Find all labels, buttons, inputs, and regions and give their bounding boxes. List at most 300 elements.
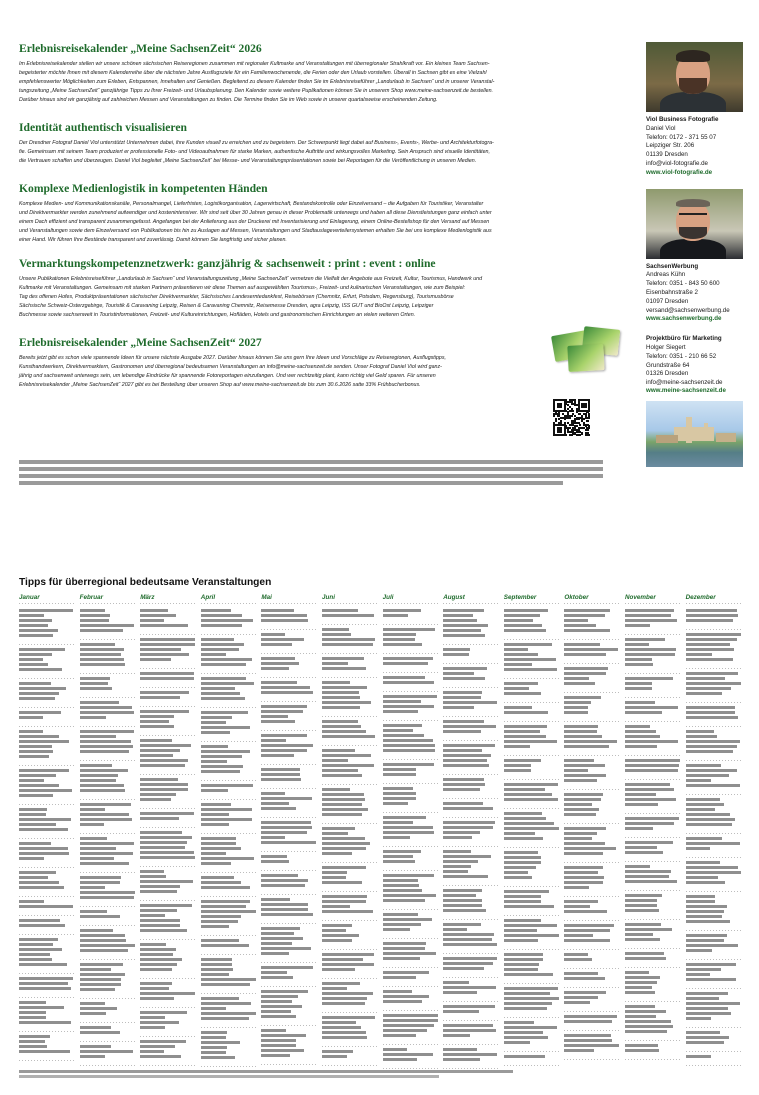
redacted-event-line [261,643,292,646]
month-label: Dezember [685,594,716,601]
redacted-event-line [383,855,413,858]
redacted-event-line [564,609,610,612]
redacted-event-line [261,1034,306,1037]
section-body: Bereits jetzt gibt es schon viele spannende Ideen für unsere nächste Ausgabe 2027. Darüber hinaus können Sie uns gern Ihre Ideen und Vorschläge zu Reiseregionen, Ausflugstipps, Kunsthandwerkern, Direktvermarktern, Gastronomen und überregional bedeutsamen Veranstaltungen an info@meine-sachsenzeit.de senden. Unser Fotograf Daniel Viol wird ganz- jährig und sachsenweit unterwegs sein, um lebendige Eindrücke für spannende Fotoreportagen einzufangen. Und wer rechtzeitig plant, kann richtig viel Geld sparen. Für unseren Erlebnisreisekalender „Meine SachsenZeit“ 2027 gibt es bei Bestellung über unseren Shop auf www.meine-sachsenzeit.de bis zum 30.6.2026 satte 33% Frühbucherbonus. [19,355,446,388]
contact-web-link[interactable]: www.meine-sachsenzeit.de [646,386,726,394]
redacted-event-line [140,783,188,786]
redacted-event-line [201,968,233,971]
redacted-event-line [201,1056,235,1059]
redacted-event-line [383,1024,434,1027]
redacted-event-line [19,789,72,792]
redacted-event-line [564,759,594,762]
redacted-event-line [80,614,110,617]
redacted-event-line [261,754,294,757]
redacted-event-line [19,779,44,782]
redacted-event-line [625,638,665,641]
redacted-event-line [261,614,307,617]
redacted-event-line [443,889,482,892]
redacted-event-line [19,794,53,797]
redacted-event-line [261,619,308,622]
redacted-event-line [140,710,189,713]
redacted-event-line [443,933,494,936]
redacted-event-line [80,779,116,782]
redacted-event-line [261,942,292,945]
redacted-event-line [140,924,180,927]
redacted-event-line [201,876,234,879]
redacted-event-line [564,866,603,869]
redacted-event-line [322,730,366,733]
redacted-event-line [140,1055,181,1058]
redacted-event-line [625,706,678,709]
redacted-event-line [19,818,71,821]
redacted-event-line [625,1005,655,1008]
redacted-event-line [140,793,176,796]
redacted-event-line [201,750,250,753]
redacted-event-line [201,900,250,903]
redacted-event-line [443,855,491,858]
redacted-event-line [686,997,719,1000]
redacted-event-line [322,837,365,840]
redacted-event-line [201,624,242,627]
redacted-event-line [383,763,434,766]
redacted-event-line [322,808,368,811]
month-column [140,594,195,1069]
redacted-event-line [261,966,313,969]
section-title: Erlebnisreisekalender „Meine SachsenZeit“ 2027 [19,336,262,349]
redacted-event-line [201,653,226,656]
redacted-event-line [140,798,171,801]
redacted-event-line [625,1015,656,1018]
redacted-event-line [140,846,185,849]
contact-email-link[interactable]: info@meine-sachsenzeit.de [646,379,723,387]
redacted-event-line [322,735,375,738]
redacted-event-line [564,1049,594,1052]
redacted-event-line [140,953,173,956]
redacted-event-line [201,1036,226,1039]
redacted-event-line [625,658,652,661]
redacted-event-line [625,793,656,796]
redacted-event-line [504,876,532,879]
redacted-event-line [564,842,605,845]
redacted-event-line [504,856,541,859]
contact-web-link[interactable]: www.sachsenwerbung.de [646,315,722,323]
redacted-event-line [564,648,618,651]
redacted-event-line [625,788,674,791]
redacted-event-line [140,1021,179,1024]
contact-email-link[interactable]: info@viol-fotografie.de [646,159,709,167]
section-medienlogistik [19,182,607,245]
redacted-event-line [201,648,239,651]
redacted-event-line [80,949,128,952]
redacted-event-line [80,1055,105,1058]
redacted-event-line [261,686,310,689]
redacted-event-line [322,681,350,684]
redacted-event-line [80,818,132,821]
redacted-event-line [443,836,472,839]
redacted-event-line [383,633,416,636]
redacted-event-line [19,958,52,961]
redacted-event-line [80,915,120,918]
redacted-event-line [564,886,589,889]
redacted-event-line [383,662,428,665]
redacted-event-line [443,754,491,757]
redacted-event-line [19,808,47,811]
redacted-event-line [80,716,106,719]
redacted-event-line [261,778,301,781]
redacted-event-line [322,609,358,612]
redacted-event-line [443,744,495,747]
redacted-event-line [80,808,105,811]
redacted-event-line [140,1016,165,1019]
redacted-event-line [504,919,541,922]
redacted-event-line [504,861,541,864]
redacted-event-line [443,778,484,781]
section-title: Vermarktungskompetenznetzwerk: ganzjährig & sachsenweit : print : event : online [19,257,436,270]
redacted-event-line [504,827,559,830]
redacted-event-line [504,648,528,651]
redacted-event-line [443,928,467,931]
redacted-event-line [504,900,541,903]
redacted-event-line [322,657,364,660]
redacted-event-line [564,624,596,627]
redacted-event-line [140,643,195,646]
redacted-event-line [80,813,129,816]
redacted-event-line [504,929,537,932]
redacted-event-line [19,740,69,743]
redacted-event-line [322,895,367,898]
redacted-event-line [80,663,125,666]
month-label: Juni [322,594,335,601]
redacted-event-line [261,937,303,940]
redacted-event-line [686,915,722,918]
redacted-event-line [686,779,711,782]
redacted-event-line [322,871,347,874]
redacted-event-line [322,769,358,772]
redacted-event-line [443,957,497,960]
redacted-event-line [19,852,69,855]
redacted-event-line [383,1029,427,1032]
redacted-event-line [322,628,349,631]
redacted-event-line [686,619,733,622]
redacted-event-line [80,735,116,738]
redacted-event-line [686,711,735,714]
redacted-event-line [80,934,125,937]
contact-email-link[interactable]: versand@sachsenwerbung.de [646,306,730,314]
redacted-event-line [625,971,649,974]
redacted-event-line [261,667,289,670]
event-calendar-grid [19,594,745,1069]
redacted-event-line [19,784,59,787]
redacted-event-line [261,903,308,906]
redacted-event-line [504,1002,552,1005]
redacted-event-line [201,609,231,612]
redacted-event-line [383,729,413,732]
redacted-event-line [201,842,236,845]
redacted-event-line [504,866,536,869]
redacted-event-line [261,797,312,800]
redacted-event-line [80,978,121,981]
redacted-event-line [261,744,313,747]
redacted-event-line [383,705,434,708]
redacted-event-line [625,841,673,844]
redacted-event-line [322,997,367,1000]
redacted-event-line [80,876,121,879]
redacted-event-line [625,1025,673,1028]
redacted-event-line [564,1039,612,1042]
redacted-event-line [564,672,606,675]
redacted-event-line [383,821,413,824]
redacted-event-line [564,1044,619,1047]
redacted-event-line [686,973,710,976]
redacted-event-line [140,1045,175,1048]
redacted-event-line [504,1055,545,1058]
redacted-event-line [383,923,421,926]
redacted-event-line [322,876,346,879]
redacted-event-line [564,774,606,777]
redacted-event-line [686,653,712,656]
redacted-event-line [443,909,486,912]
redacted-event-line [686,876,718,879]
redacted-event-line [383,826,433,829]
redacted-event-line [140,880,193,883]
redacted-event-line [443,667,487,670]
redacted-event-line [322,832,348,835]
redacted-event-line [261,749,307,752]
redacted-event-line [140,672,194,675]
dresden-skyline-photo [646,401,743,467]
redacted-event-line [322,1021,356,1024]
redacted-event-line [261,836,285,839]
redacted-event-line [686,745,737,748]
redacted-event-line [383,787,413,790]
redacted-event-line [564,706,588,709]
redacted-event-line [19,847,68,850]
redacted-event-line [261,710,303,713]
redacted-event-line [19,735,59,738]
redacted-event-line [19,769,69,772]
redacted-event-line [443,1005,495,1008]
redacted-event-line [383,995,429,998]
redacted-event-line [383,879,418,882]
redacted-event-line [564,740,617,743]
redacted-event-line [201,784,253,787]
redacted-event-line [80,730,134,733]
redacted-event-line [625,1010,666,1013]
redacted-event-line [201,997,239,1000]
redacted-event-line [686,1041,724,1044]
redacted-event-line [201,1051,226,1054]
redacted-event-line [504,832,535,835]
redacted-event-line [625,894,662,897]
redacted-event-line [322,614,374,617]
redacted-event-line [80,1012,106,1015]
redacted-event-line [201,886,250,889]
section-title: Komplexe Medienlogistik in kompetenten Händen [19,182,268,195]
redacted-event-line [564,735,602,738]
redacted-event-line [443,634,485,637]
redacted-event-line [383,700,421,703]
redacted-event-line [19,842,51,845]
redacted-event-line [140,909,177,912]
redacted-event-line [140,890,177,893]
redacted-event-line [686,934,727,937]
redacted-event-line [19,730,43,733]
redacted-event-line [383,710,418,713]
redacted-event-line [686,774,729,777]
redacted-event-line [625,928,672,931]
redacted-event-line [140,875,166,878]
redacted-event-line [443,991,477,994]
redacted-event-line [261,947,311,950]
redacted-event-line [19,977,73,980]
redacted-event-line [443,788,480,791]
redacted-footer [19,1070,719,1080]
redacted-event-line [261,898,290,901]
redacted-event-line [383,952,436,955]
redacted-event-line [140,658,171,661]
month-column [261,594,316,1068]
redacted-event-line [504,643,552,646]
redacted-event-line [201,687,235,690]
redacted-event-line [322,847,366,850]
contact-name: Projektbüro für Marketing [646,335,722,343]
redacted-event-line [564,953,588,956]
redacted-event-line [201,1012,256,1015]
section-body: Komplexe Medien- und Kommunikationskanäle, Personalmangel, Lieferfristen, Logistikorganisation, Lagerwirtschaft, Bestandskontrolle oder Einzelversand – die Aufgaben für Touristiker, Veranstalter und Direktvermarkter werden zunehmend aufwendiger und kostenintensiver. Wir sind seit über 30 Jahren genau in dieser Problematik unterwegs und haben all diese Dienstleistungen ganz einfach unter einem Dach effizient und transparent zusammengefasst. Angefangen bei der Anlieferung aus der Druckerei mit Inventarisierung und Einlagerung, einem Online-Bestellshop für den Versand auf Messen und Veranstaltungen sowie dem Einzelversand von Publikationen bis hin zu Auslagen auf Messen, Veranstaltungen und Stadtauslageverteilersystemen erhalten Sie bei uns komplexe Medienlogistik aus einer Hand. Wir führen Ihre Bestände transparent und zuverlässig. Damit können Sie langfristig und sicher planen. [19,201,492,243]
redacted-event-line [686,740,740,743]
redacted-event-line [322,982,360,985]
redacted-event-line [625,1020,671,1023]
redacted-event-line [201,1002,251,1005]
redacted-event-line [383,816,426,819]
redacted-event-line [504,1026,557,1029]
redacted-event-line [686,769,737,772]
redacted-event-line [686,633,741,636]
redacted-event-line [19,658,43,661]
redacted-event-line [625,899,657,902]
redacted-event-line [19,881,59,884]
month-column [322,594,377,1069]
month-label: Februar [79,594,104,601]
redacted-event-line [261,705,307,708]
redacted-event-line [322,1055,347,1058]
redacted-event-line [504,706,532,709]
redacted-event-line [625,624,650,627]
redacted-event-line [19,634,53,637]
contact-card-projektbuero: Projektbüro für Marketing Holger Siegert Telefon: 0351 - 210 66 52 Grundstraße 64 01326 Dresden info@meine-sachsenzeit.de www.meine-sachsenzeit.de [646,335,744,396]
redacted-event-line [383,1034,416,1037]
redacted-event-line [443,725,496,728]
redacted-event-line [140,1050,164,1053]
redacted-event-line [201,745,228,748]
redacted-event-line [504,798,558,801]
redacted-event-line [261,1015,296,1018]
redacted-event-line [504,851,538,854]
redacted-event-line [504,934,559,937]
section-body: Unsere Publikationen Erlebnisreiseführer „Landurlaub in Sachsen“ und Veranstaltungszeitung „Meine SachsenZeit“ vernetzen die Vielfalt der Angebote aus Freizeit, Kultur, Tourismus, Handwerk und Kultmarke mit Veranstaltungen. Gemeinsam mit starken Partnern präsentieren wir diese Themen auf ausgewählten Tourismus-, Freizeit- und kulinarischen Veranstaltungen, wie zum Beispiel: Tag des offenen Hofes, Produktpräsentationen sächsischer Direktvermarkter, Sächsisches Landeserntedankfest, Reisebörsen (Chemnitz, Erfurt, Potsdam, Regensburg), Tourismusbörse Sächsische Schweiz-Osterzgebirge, Touristik & Caravaning Leipzig, Reisen & Caravaning Chemnitz, Reisemesse Dresden, agra Leipzig, ISS GUT und BioOst Leipzig, Leipziger Buchmesse sowie sachsenweit in Touristinformationen, Freizeit- und Kultureinrichtungen, Hofläden, Hotels und gastronomischen Einrichtungen an vielen weiteren Orten. [19,276,483,318]
redacted-event-line [201,619,253,622]
redacted-event-line [201,915,241,918]
redacted-event-line [443,831,480,834]
redacted-event-line [686,706,735,709]
redacted-event-line [80,774,118,777]
redacted-event-line [201,823,229,826]
section-netzwerk [19,257,607,320]
redacted-event-line [80,1045,111,1048]
redacted-event-line [201,983,250,986]
redacted-event-line [80,653,121,656]
redacted-event-line [322,638,375,641]
redacted-event-line [140,919,180,922]
redacted-event-line [564,779,597,782]
redacted-event-line [504,905,554,908]
redacted-event-line [686,1002,740,1005]
redacted-event-line [80,837,107,840]
redacted-event-line [686,730,714,733]
redacted-event-line [564,1001,590,1004]
redacted-event-line [19,982,68,985]
redacted-event-line [383,1000,422,1003]
redacted-event-line [564,991,606,994]
redacted-event-line [443,1024,493,1027]
redacted-event-line [686,764,721,767]
redacted-event-line [443,865,471,868]
redacted-event-line [625,846,657,849]
redacted-event-line [686,842,740,845]
redacted-event-line [443,904,482,907]
redacted-event-line [625,730,656,733]
redacted-event-line [686,716,738,719]
redacted-event-line [201,857,254,860]
redacted-event-line [564,910,607,913]
redacted-event-line [261,860,289,863]
redacted-event-line [564,934,593,937]
redacted-event-line [564,725,598,728]
contact-card-viol: Viol Business Fotografie Daniel Viol Telefon: 0172 - 371 55 07 Leipziger Str. 206 01139 Dresden info@viol-fotografie.de www.viol-fotografie.de [646,116,744,178]
redacted-event-line [19,653,52,656]
redacted-event-line [322,749,355,752]
redacted-event-line [140,856,195,859]
redacted-event-line [686,687,731,690]
redacted-event-line [322,929,346,932]
redacted-event-line [19,745,52,748]
redacted-event-line [140,958,182,961]
redacted-event-line [19,943,53,946]
contact-web-link[interactable]: www.viol-fotografie.de [646,168,713,176]
redacted-event-line [201,1007,226,1010]
redacted-event-line [201,765,243,768]
redacted-event-line [322,934,359,937]
redacted-event-line [686,750,733,753]
contact-card-sachsenwerbung: SachsenWerbung Andreas Kühn Telefon: 0351 - 843 50 600 Eisenbahnstraße 2 01097 Dresden versand@sachsenwerbung.de www.sachsenwerbung.de [646,263,744,325]
redacted-event-line [80,643,115,646]
redacted-event-line [504,740,557,743]
redacted-event-line [625,1049,659,1052]
redacted-event-line [443,653,469,656]
redacted-event-line [322,987,347,990]
redacted-event-line [140,744,191,747]
redacted-event-line [383,918,432,921]
redacted-event-line [140,812,194,815]
redacted-event-line [686,818,735,821]
redacted-event-line [80,711,134,714]
redacted-event-line [322,1031,366,1034]
redacted-event-line [80,629,123,632]
redacted-event-line [19,900,44,903]
redacted-event-line [80,896,134,899]
redacted-event-line [564,881,603,884]
redacted-event-line [19,774,56,777]
